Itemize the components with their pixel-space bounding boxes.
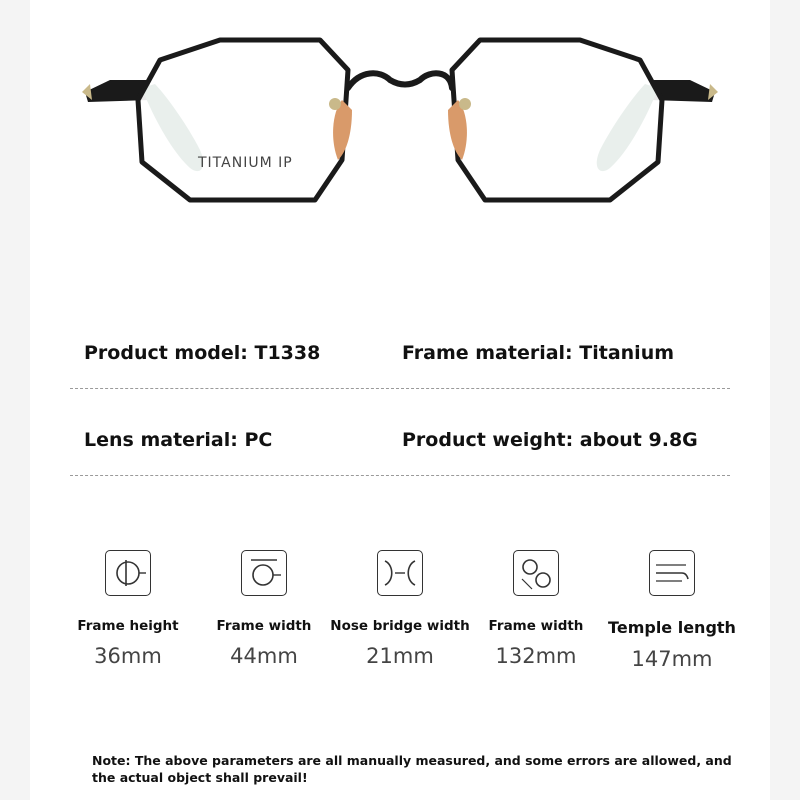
dimension-label: Frame width (216, 618, 312, 634)
dimension-value: 44mm (230, 644, 298, 668)
dimension-value: 132mm (495, 644, 577, 668)
left-lens-rim (138, 40, 348, 200)
glasses-photo (30, 0, 770, 260)
nose-bridge-icon (377, 550, 423, 596)
left-pad-arm (329, 98, 341, 110)
dimension-value: 21mm (366, 644, 434, 668)
dimension-value: 147mm (631, 647, 713, 671)
dimensions-section (30, 550, 770, 690)
product-weight: Product weight: about 9.8G (402, 429, 698, 451)
frame-height-icon (105, 550, 151, 596)
bridge (348, 73, 452, 88)
glasses-illustration (30, 0, 770, 260)
spec-row (70, 389, 730, 476)
spec-row (70, 302, 730, 389)
dimension-item (592, 550, 752, 671)
frame-width-icon (241, 550, 287, 596)
temple-length-icon (649, 550, 695, 596)
product-model: Product model: T1338 (84, 342, 321, 364)
product-detail-page (30, 0, 770, 800)
dimension-label: Nose bridge width (330, 618, 470, 634)
dimension-value: 36mm (94, 644, 162, 668)
frame-material: Frame material: Titanium (402, 342, 675, 364)
lens-imprint: TITANIUM IP (198, 155, 293, 171)
right-pad-arm (459, 98, 471, 110)
total-frame-width-icon (513, 550, 559, 596)
right-lens-rim (452, 40, 662, 200)
lens-material: Lens material: PC (84, 429, 273, 451)
dimension-label: Frame width (488, 618, 584, 634)
disclaimer-note: Note: The above parameters are all manually measured, and some errors are allowed, and the actual object shall prevail! (92, 753, 732, 785)
dimension-label: Frame height (77, 618, 179, 634)
dimension-label: Temple length (608, 618, 736, 637)
